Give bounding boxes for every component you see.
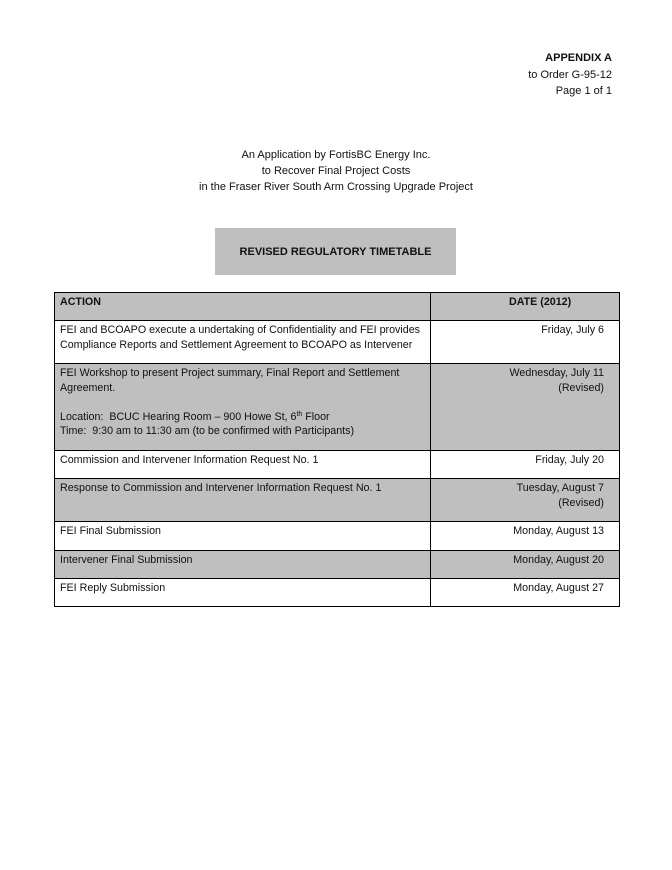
date-line: Wednesday, July 11 <box>509 367 604 379</box>
action-line: Response to Commission and Intervener Information Request No. 1 <box>60 482 382 494</box>
action-line: Intervener Final Submission <box>60 554 193 566</box>
application-title <box>0 147 672 195</box>
table-row <box>55 579 620 607</box>
date-line: Friday, July 6 <box>541 324 604 336</box>
table-row <box>55 479 620 522</box>
action-cell <box>55 522 431 551</box>
timetable-table <box>54 292 620 607</box>
action-line: Agreement. <box>60 381 116 394</box>
table-header-row <box>55 293 620 321</box>
date-line: Monday, August 13 <box>513 525 604 537</box>
location-text: Location: BCUC Hearing Room – 900 Howe St, 6 <box>60 410 297 423</box>
action-line: FEI and BCOAPO execute a undertaking of Confidentiality and FEI provides <box>60 324 421 336</box>
table-row <box>55 451 620 479</box>
table-row <box>55 522 620 551</box>
action-line: FEI Final Submission <box>60 525 161 537</box>
appendix-label: APPENDIX A <box>545 52 612 64</box>
date-cell <box>431 579 620 607</box>
title-line: in the Fraser River South Arm Crossing Upgrade Project <box>199 181 473 193</box>
table-row <box>55 321 620 364</box>
action-cell <box>55 579 431 607</box>
action-cell <box>55 321 431 364</box>
date-line: Monday, August 20 <box>513 554 604 566</box>
appendix-header <box>528 50 612 100</box>
action-line: Commission and Intervener Information Request No. 1 <box>60 454 319 466</box>
date-column-header-label: DATE (2012) <box>509 296 572 308</box>
revised-note: (Revised) <box>558 496 604 509</box>
order-reference: to Order G-95-12 <box>528 68 612 81</box>
time-line: Time: 9:30 am to 11:30 am (to be confirmed with Participants) <box>60 425 355 437</box>
revised-note: (Revised) <box>558 381 604 394</box>
date-cell <box>431 479 620 522</box>
location-suffix: Floor <box>302 410 330 423</box>
date-cell <box>431 321 620 364</box>
table-row <box>55 551 620 579</box>
date-cell <box>431 364 620 451</box>
table-row <box>55 364 620 451</box>
action-cell <box>55 551 431 579</box>
timetable-heading-text: REVISED REGULATORY TIMETABLE <box>239 245 432 258</box>
date-line: Tuesday, August 7 <box>516 482 604 494</box>
action-cell <box>55 479 431 522</box>
floor-ordinal-superscript: th <box>296 410 303 418</box>
date-cell <box>431 522 620 551</box>
action-line: FEI Reply Submission <box>60 582 166 594</box>
action-cell <box>55 364 431 451</box>
timetable-heading <box>215 228 456 275</box>
date-cell <box>431 451 620 479</box>
action-cell <box>55 451 431 479</box>
date-line: Friday, July 20 <box>535 454 604 466</box>
action-line: FEI Workshop to present Project summary, Final Report and Settlement <box>60 367 400 379</box>
action-column-header-label: ACTION <box>60 296 101 308</box>
date-column-header <box>431 293 620 321</box>
paragraph-gap <box>60 395 426 410</box>
date-cell <box>431 551 620 579</box>
action-column-header <box>55 293 431 321</box>
date-line: Monday, August 27 <box>513 582 604 594</box>
location-line <box>60 410 426 425</box>
page-number: Page 1 of 1 <box>555 85 612 97</box>
title-line: An Application by FortisBC Energy Inc. <box>241 149 431 161</box>
title-line: to Recover Final Project Costs <box>261 165 411 177</box>
action-line: Compliance Reports and Settlement Agreement to BCOAPO as Intervener <box>60 338 413 351</box>
